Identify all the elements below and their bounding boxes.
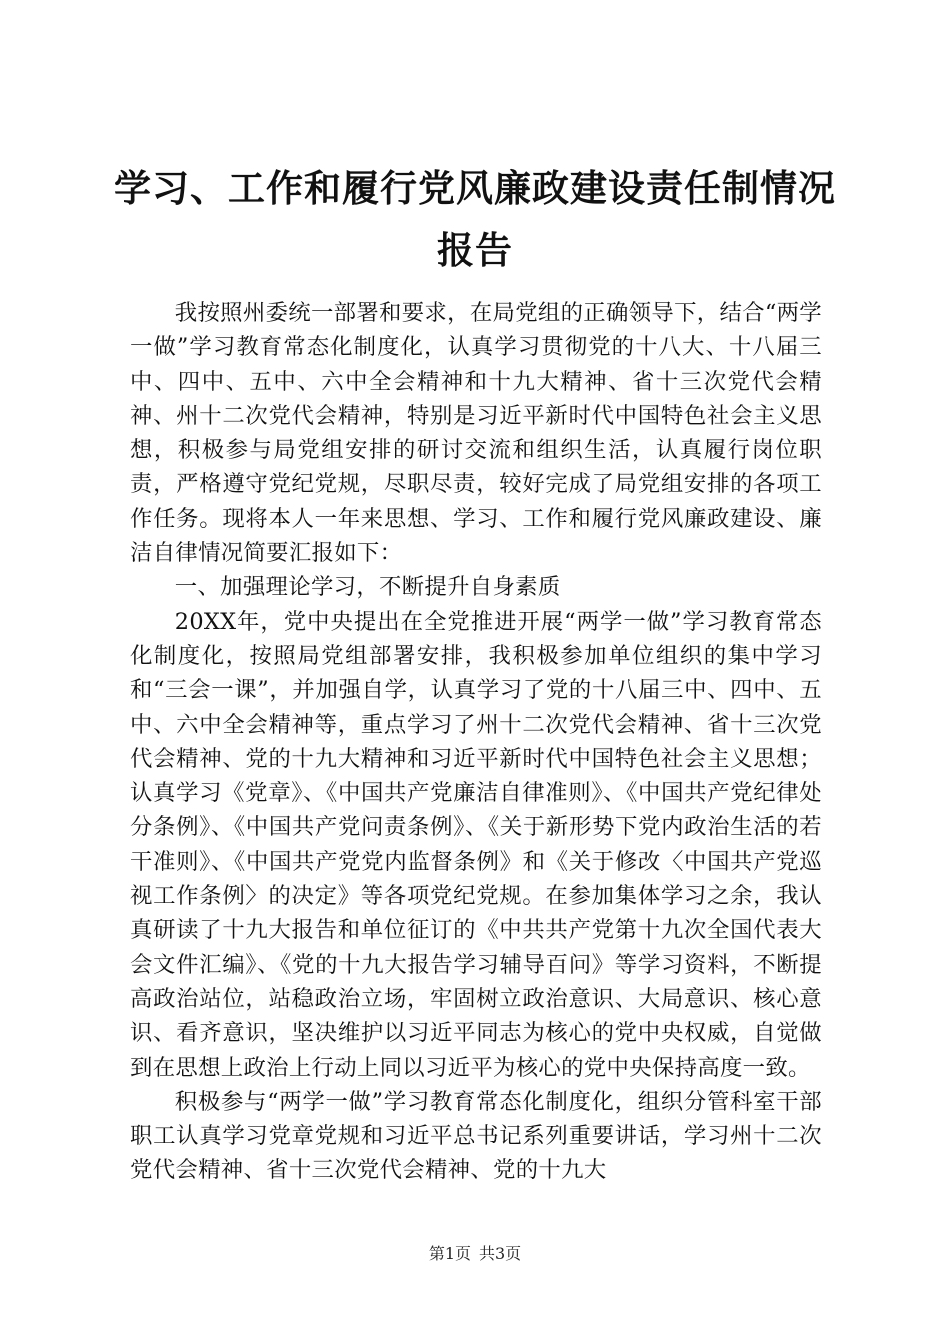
section-heading: 一、加强理论学习，不断提升自身素质 [174, 574, 561, 601]
page-footer [0, 1244, 950, 1264]
page-number: 第1页 [428, 1244, 471, 1263]
document-title: 学习、工作和履行党风廉政建设责任制情况报告 [114, 167, 836, 272]
document-body [130, 296, 822, 1188]
intro-paragraph: 我按照州委统一部署和要求，在局党组的正确领导下，结合“两学一做”学习教育常态化制度化，认真学习贯彻党的十八大、十八届三中、四中、五中、六中全会精神和十九大精神、省十三次党代会精神、州十二次党代会精神，特别是习近平新时代中国特色社会主义思想，积极参与局党组安排的研讨交流和组织生活，认真履行岗位职责，严格遵守党纪党规，尽职尽责，较好完成了局党组安排的各项工作任务。现将本人一年来思想、学习、工作和履行党风廉政建设、廉洁自律情况简要汇报如下： [130, 300, 822, 567]
page-total: 共3页 [479, 1244, 522, 1263]
participation-paragraph: 积极参与“两学一做”学习教育常态化制度化，组织分管科室干部职工认真学习党章党规和习近平总书记系列重要讲话，学习州十二次党代会精神、省十三次党代会精神、党的十九大 [130, 1088, 822, 1184]
study-paragraph: 20XX年，党中央提出在全党推进开展“两学一做”学习教育常态化制度化，按照局党组部署安排，我积极参加单位组织的集中学习和“三会一课”，并加强自学，认真学习了党的十八届三中、四中、五中、六中全会精神等，重点学习了州十二次党代会精神、省十三次党代会精神、党的十九大精神和习近平新时代中国特色社会主义思想；认真学习《党章》、《中国共产党廉洁自律准则》、《中国共产党纪律处分条例》、《中国共产党问责条例》、《关于新形势下党内政治生活的若干准则》、《中国共产党党内监督条例》和《关于修改〈中国共产党巡视工作条例〉的决定》等各项党纪党规。在参加集体学习之余，我认真研读了十九大报告和单位征订的《中共共产党第十九次全国代表大会文件汇编》、《党的十九大报告学习辅导百问》等学习资料，不断提高政治站位，站稳政治立场，牢固树立政治意识、大局意识、核心意识、看齐意识，坚决维护以习近平同志为核心的党中央权威，自觉做到在思想上政治上行动上同以习近平为核心的党中央保持高度一致。 [130, 608, 822, 1081]
